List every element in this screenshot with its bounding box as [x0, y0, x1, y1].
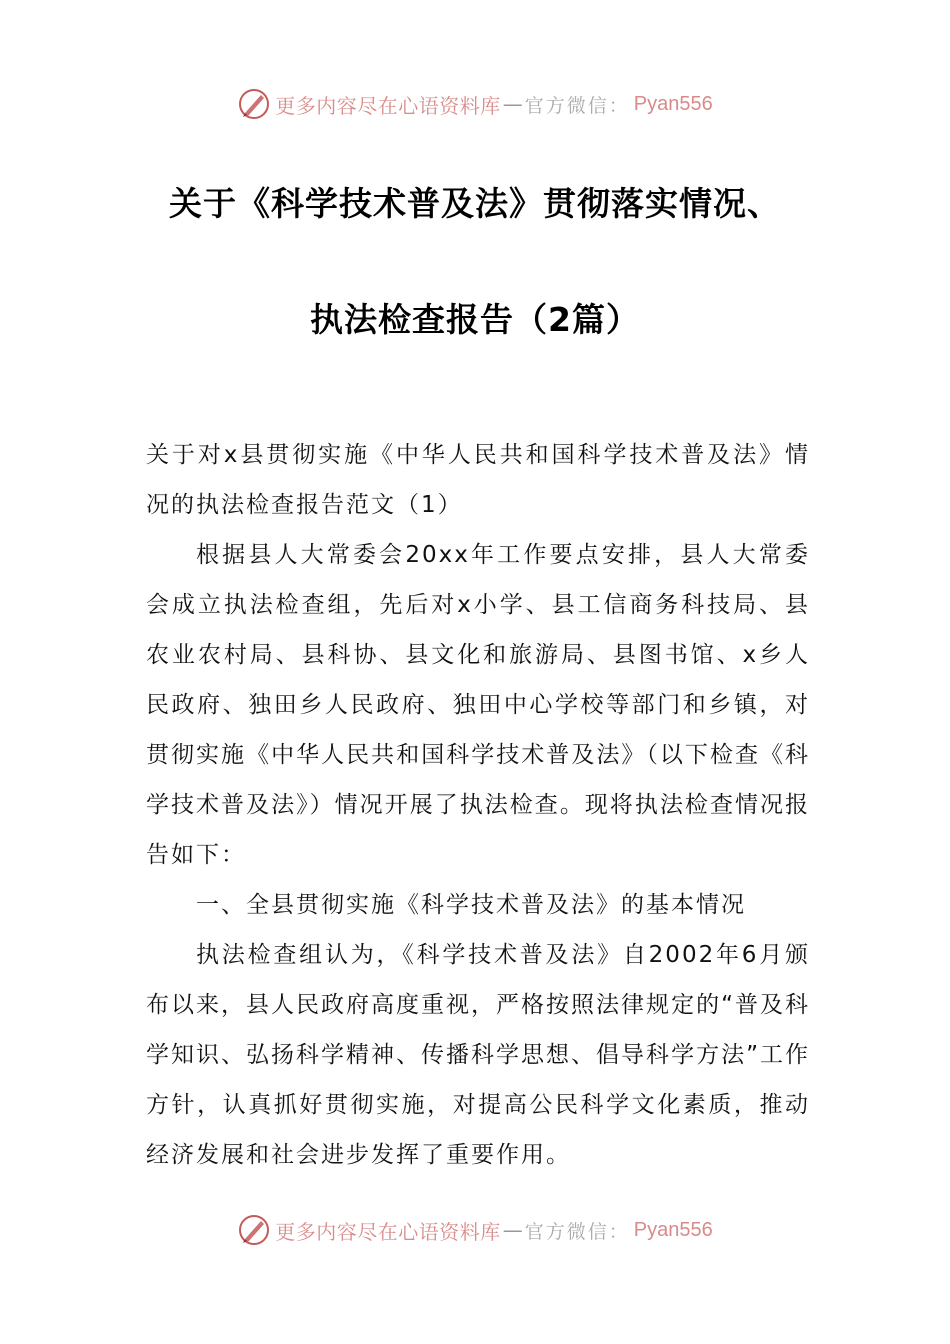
pen-logo-icon	[237, 1213, 271, 1247]
watermark-wechat-id: Pyan556	[633, 92, 713, 115]
body-paragraph-section-heading: 一、全县贯彻实施《科学技术普及法》的基本情况	[196, 892, 746, 918]
pen-logo-icon	[237, 87, 271, 121]
body-paragraph-subtitle: 关于对x县贯彻实施《中华人民共和国科学技术普及法》情况的执法检查报告范文（1）	[146, 442, 810, 518]
watermark-wechat-label: 官方微信：	[524, 94, 630, 117]
watermark-wechat-id: Pyan556	[633, 1218, 713, 1241]
document-body	[146, 430, 810, 1180]
body-paragraph-assessment: 执法检查组认为，《科学技术普及法》自2002年6月颁布以来，县人民政府高度重视，严格按照法律规定的“普及科学知识、弘扬科学精神、传播科学思想、倡导科学方法”工作方针，认真抓好贯彻实施，对提高公民科学文化素质，推动经济发展和社会进步发挥了重要作用。	[146, 942, 810, 1168]
header-watermark	[0, 82, 950, 126]
watermark-site-text: 更多内容尽在心语资料库	[275, 93, 501, 118]
footer-watermark	[0, 1208, 950, 1252]
document-title-line-1: 关于《科学技术普及法》贯彻落实情况、	[169, 184, 781, 223]
watermark-wechat-label: 官方微信：	[524, 1220, 630, 1243]
watermark-site-text: 更多内容尽在心语资料库	[275, 1219, 501, 1244]
watermark-dash: —	[502, 92, 523, 116]
watermark-dash: —	[502, 1218, 523, 1242]
document-title-line-2: 执法检查报告（2篇）	[310, 300, 640, 339]
body-paragraph-intro: 根据县人大常委会20xx年工作要点安排，县人大常委会成立执法检查组，先后对x小学、县工信商务科技局、县农业农村局、县科协、县文化和旅游局、县图书馆、x乡人民政府、独田乡人民政府、独田中心学校等部门和乡镇，对贯彻实施《中华人民共和国科学技术普及法》（以下检查《科学技术普及法》）情况开展了执法检查。现将执法检查情况报告如下：	[146, 542, 810, 868]
